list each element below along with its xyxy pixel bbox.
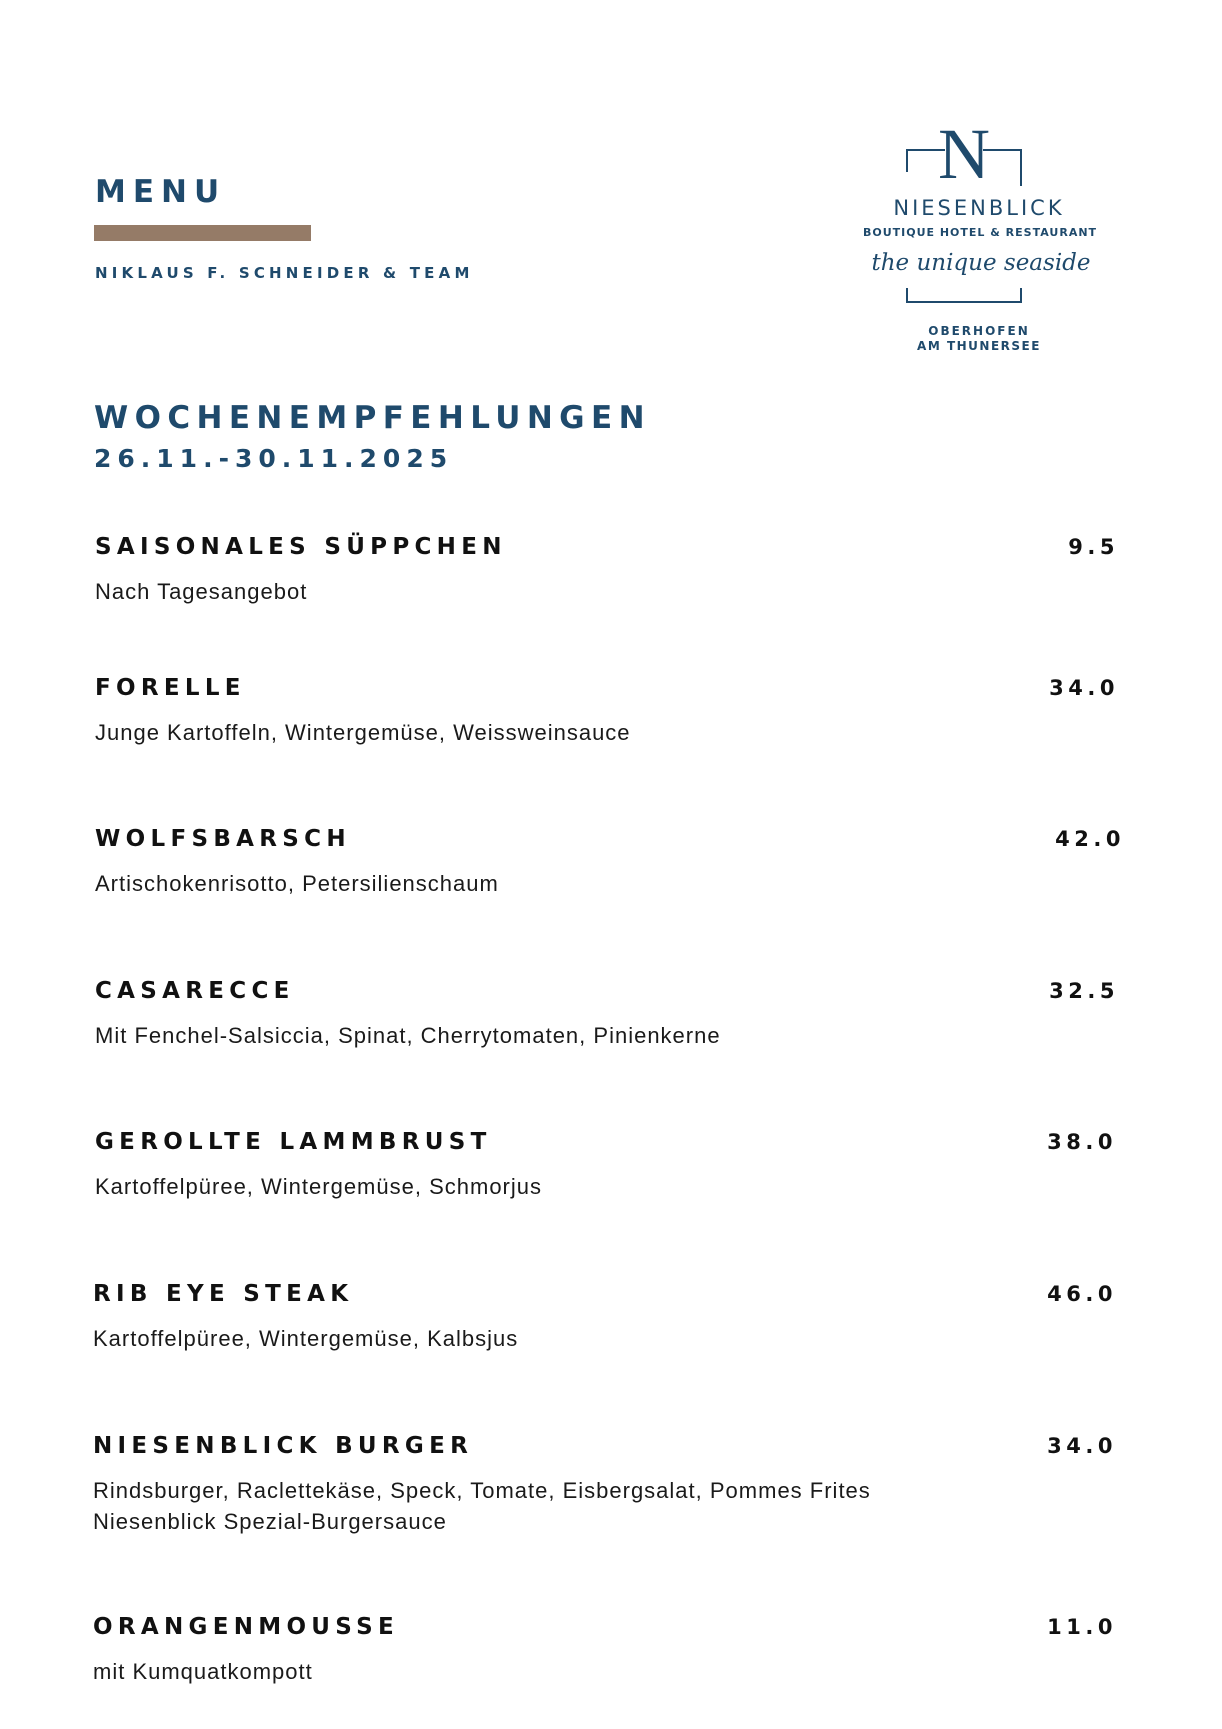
dish-description: mit Kumquatkompott [93,1659,313,1684]
dish-name: GEROLLTE LAMMBRUST [95,1129,492,1155]
dish-name: CASARECCE [95,978,295,1004]
dish-price: 34.0 [1049,676,1119,700]
dish-description: Mit Fenchel-Salsiccia, Spinat, Cherrytomaten, Pinienkerne [95,1023,721,1048]
dish-name: FORELLE [95,675,246,701]
section-date: 26.11.-30.11.2025 [94,444,454,473]
dish-name: WOLFSBARSCH [95,826,351,852]
dish-description: Rindsburger, Raclettekäse, Speck, Tomate, Eisbergsalat, Pommes Frites [93,1478,871,1503]
dish-description: Junge Kartoffeln, Wintergemüse, Weissweinsauce [95,720,631,745]
logo-location-line1: OBERHOFEN [928,324,1030,338]
dish-price: 9.5 [1068,535,1119,559]
dish-description: Kartoffelpüree, Wintergemüse, Schmorjus [95,1174,542,1199]
dish-name: NIESENBLICK BURGER [93,1433,474,1459]
logo-letter: N [938,114,990,194]
dish-price: 42.0 [1055,827,1125,851]
dish-price: 46.0 [1047,1282,1117,1306]
logo-tagline: the unique seaside [871,250,1091,276]
dish-price: 32.5 [1049,979,1119,1003]
dish-price: 38.0 [1047,1130,1117,1154]
dish-name: SAISONALES SÜPPCHEN [95,534,507,560]
logo-subtitle: BOUTIQUE HOTEL & RESTAURANT [862,226,1098,239]
logo-location-line2: AM THUNERSEE [917,339,1041,353]
dish-description: Nach Tagesangebot [95,579,308,604]
dish-description: Artischokenrisotto, Petersilienschaum [95,871,499,896]
dish-description-line2: Niesenblick Spezial-Burgersauce [93,1509,447,1534]
menu-title: MENU [95,174,227,210]
logo-brand-name: NIESENBLICK [893,196,1065,220]
dish-name: ORANGENMOUSSE [93,1614,399,1640]
section-title: WOCHENEMPFEHLUNGEN [94,400,651,436]
title-accent-bar [94,225,311,241]
niesenblick-logo [845,110,1115,360]
dish-name: RIB EYE STEAK [93,1281,354,1307]
dish-price: 34.0 [1047,1434,1117,1458]
chef-credit: NIKLAUS F. SCHNEIDER & TEAM [95,264,474,282]
dish-description: Kartoffelpüree, Wintergemüse, Kalbsjus [93,1326,519,1351]
dish-price: 11.0 [1047,1615,1117,1639]
